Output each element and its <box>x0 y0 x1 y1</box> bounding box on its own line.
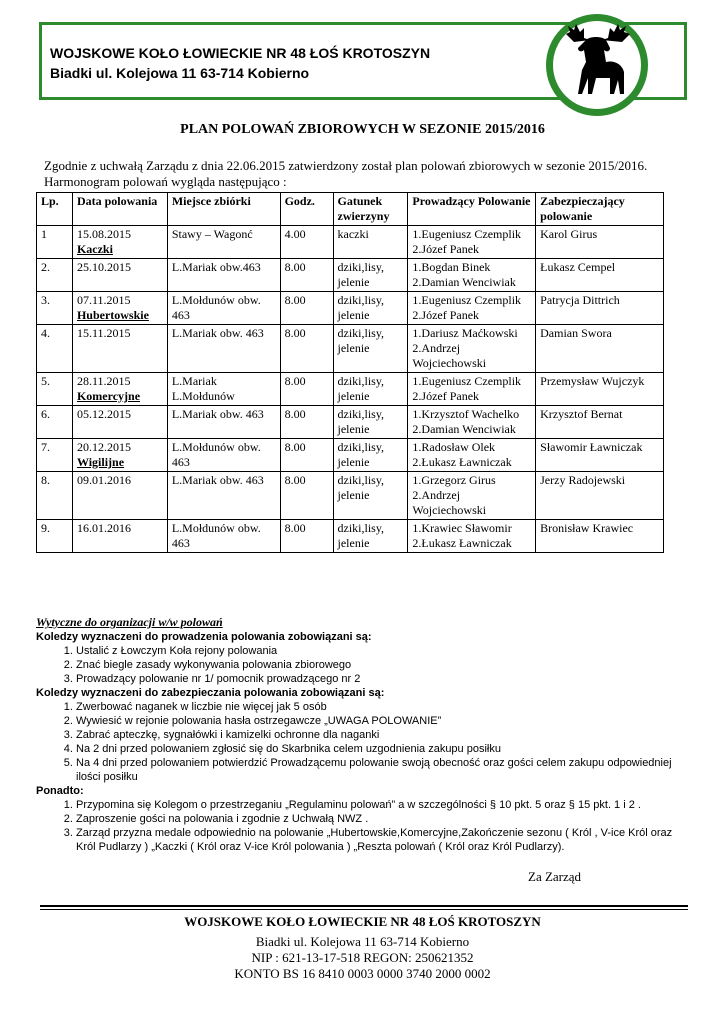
footer-account: KONTO BS 16 8410 0003 0000 3740 2000 0002 <box>234 966 491 981</box>
hunt-date: 20.12.2015 <box>76 440 131 454</box>
col-header-game: Gatunek zwierzyny <box>333 193 408 226</box>
cell-date <box>72 472 167 520</box>
cell-date <box>72 439 167 472</box>
hunt-date: 15.11.2015 <box>76 326 131 340</box>
list-item: 3. Prowadzący polowanie nr 1/ pomocnik prowadzącego nr 2 <box>76 672 686 686</box>
cell-date <box>72 406 167 439</box>
cell-lp: 7. <box>37 439 73 472</box>
col-header-leader: Prowadzący Polowanie <box>408 193 536 226</box>
cell-time: 8.00 <box>280 373 333 406</box>
list-item: 3. Zarząd przyzna medale odpowiednio na polowanie „Hubertowskie,Komercyjne,Zakończenie sezonu ( Król , V-ice Król oraz Król Pudlarzy ) „Kaczki ( Król oraz V-ice Król polowania ) „Reszta polowań ( Król oraz Król Pudlarzy). <box>76 826 686 854</box>
list-item: 1. Przypomina się Kolegom o przestrzeganiu „Regulaminu polowań” a w szczególności § 10 pkt. 5 oraz § 15 pkt. 1 i 2 . <box>76 798 686 812</box>
cell-security: Karol Girus <box>536 226 664 259</box>
cell-security: Patrycja Dittrich <box>536 292 664 325</box>
footer-address: Biadki ul. Kolejowa 11 63-714 Kobierno <box>255 934 470 949</box>
cell-lp: 1 <box>37 226 73 259</box>
table-row <box>37 259 664 292</box>
cell-place: L.Mariak obw.463 <box>167 259 280 292</box>
list-item: 2. Zaproszenie gości na polowania i zgodnie z Uchwałą NWZ . <box>76 812 686 826</box>
cell-leader: 1.Eugeniusz Czemplik 2.Józef Panek <box>408 373 536 406</box>
cell-leader: 1.Dariusz Maćkowski 2.Andrzej Wojciechowski <box>408 325 536 373</box>
footer-ids: NIP : 621-13-17-518 REGON: 250621352 <box>251 950 474 965</box>
cell-place: L.Mołdunów obw. 463 <box>167 520 280 553</box>
cell-lp: 8. <box>37 472 73 520</box>
list-item: 1. Ustalić z Łowczym Koła rejony polowania <box>76 644 686 658</box>
cell-time: 8.00 <box>280 520 333 553</box>
cell-lp: 5. <box>37 373 73 406</box>
hunt-name: Kaczki <box>76 242 113 256</box>
hunt-date: 15.08.2015 <box>76 227 131 241</box>
cell-lp: 6. <box>37 406 73 439</box>
footer-club-name: WOJSKOWE KOŁO ŁOWIECKIE NR 48 ŁOŚ KROTOSZYN <box>184 914 541 929</box>
hunt-date: 25.10.2015 <box>76 260 131 274</box>
cell-place: L.Mariak obw. 463 <box>167 325 280 373</box>
page-title: PLAN POLOWAŃ ZBIOROWYCH W SEZONIE 2015/2016 <box>180 122 545 137</box>
guidelines-section <box>36 615 686 854</box>
cell-leader: 1.Grzegorz Girus 2.Andrzej Wojciechowski <box>408 472 536 520</box>
col-header-place: Miejsce zbiórki <box>167 193 280 226</box>
cell-security: Łukasz Cempel <box>536 259 664 292</box>
cell-game: dziki,lisy, jelenie <box>333 325 408 373</box>
col-header-lp: Lp. <box>37 193 73 226</box>
cell-time: 8.00 <box>280 292 333 325</box>
table-row <box>37 226 664 259</box>
footer-divider <box>40 905 688 907</box>
cell-security: Przemysław Wujczyk <box>536 373 664 406</box>
security-heading: Koledzy wyznaczeni do zabezpieczania polowania zobowiązani są: <box>36 687 385 699</box>
hunt-date: 16.01.2016 <box>76 521 131 535</box>
cell-lp: 3. <box>37 292 73 325</box>
cell-time: 8.00 <box>280 472 333 520</box>
cell-place: L.Mariak obw. 463 <box>167 406 280 439</box>
signature: Za Zarząd <box>528 869 582 884</box>
cell-time: 4.00 <box>280 226 333 259</box>
table-row <box>37 325 664 373</box>
col-header-time: Godz. <box>280 193 333 226</box>
list-item: 1. Zwerbować naganek w liczbie nie więcej jak 5 osób <box>76 700 686 714</box>
cell-leader: 1.Eugeniusz Czemplik 2.Józef Panek <box>408 226 536 259</box>
cell-security: Sławomir Ławniczak <box>536 439 664 472</box>
cell-lp: 9. <box>37 520 73 553</box>
cell-game: dziki,lisy, jelenie <box>333 472 408 520</box>
cell-place: L.Mariak obw. 463 <box>167 472 280 520</box>
col-header-date: Data polowania <box>72 193 167 226</box>
cell-game: kaczki <box>333 226 408 259</box>
cell-leader: 1.Bogdan Binek 2.Damian Wenciwiak <box>408 259 536 292</box>
cell-date <box>72 226 167 259</box>
intro-text: Zgodnie z uchwałą Zarządu z dnia 22.06.2015 zatwierdzony został plan polowań zbiorowych w sezonie 2015/2016. Harmonogram polowań wygląda następująco : <box>44 158 648 189</box>
table-row <box>37 439 664 472</box>
cell-security: Jerzy Radojewski <box>536 472 664 520</box>
additionally-heading: Ponadto: <box>36 785 84 797</box>
cell-game: dziki,lisy, jelenie <box>333 439 408 472</box>
cell-leader: 1.Krawiec Sławomir 2.Łukasz Ławniczak <box>408 520 536 553</box>
hunt-date: 05.12.2015 <box>76 407 131 421</box>
cell-game: dziki,lisy, jelenie <box>333 259 408 292</box>
table-row <box>37 406 664 439</box>
leaders-heading: Koledzy wyznaczeni do prowadzenia polowania zobowiązani są: <box>36 631 372 643</box>
cell-leader: 1.Eugeniusz Czemplik 2.Józef Panek <box>408 292 536 325</box>
list-item: 4. Na 2 dni przed polowaniem zgłosić się do Skarbnika celem uzgodnienia zakupu posiłku <box>76 742 686 756</box>
list-item: 2. Wywiesić w rejonie polowania hasła ostrzegawcze „UWAGA POLOWANIE” <box>76 714 686 728</box>
cell-game: dziki,lisy, jelenie <box>333 373 408 406</box>
col-header-security: Zabezpieczający polowanie <box>536 193 664 226</box>
cell-place: L.Mołdunów obw. 463 <box>167 439 280 472</box>
table-header-row <box>37 193 664 226</box>
cell-time: 8.00 <box>280 325 333 373</box>
cell-game: dziki,lisy, jelenie <box>333 406 408 439</box>
table-row <box>37 472 664 520</box>
moose-icon <box>556 22 638 106</box>
cell-security: Krzysztof Bernat <box>536 406 664 439</box>
cell-date <box>72 373 167 406</box>
cell-time: 8.00 <box>280 406 333 439</box>
cell-date <box>72 520 167 553</box>
cell-time: 8.00 <box>280 259 333 292</box>
cell-lp: 4. <box>37 325 73 373</box>
table-row <box>37 292 664 325</box>
list-item: 3. Zabrać apteczkę, sygnałówki i kamizelki ochronne dla naganki <box>76 728 686 742</box>
cell-place: L.Mołdunów obw. 463 <box>167 292 280 325</box>
guidelines-heading: Wytyczne do organizacji w/w polowań <box>36 615 223 629</box>
hunt-name: Wigilijne <box>76 455 125 469</box>
hunt-date: 07.11.2015 <box>76 293 131 307</box>
cell-place: Stawy – Wagonć <box>167 226 280 259</box>
hunt-date: 09.01.2016 <box>76 473 131 487</box>
hunt-name: Komercyjne <box>76 389 141 403</box>
footer-divider-thin <box>40 909 688 910</box>
cell-date <box>72 292 167 325</box>
cell-game: dziki,lisy, jelenie <box>333 520 408 553</box>
cell-game: dziki,lisy, jelenie <box>333 292 408 325</box>
list-item: 5. Na 4 dni przed polowaniem potwierdzić Prowadzącemu polowanie swoją obecność oraz gości celem zakupu odpowiedniej ilości posiłku <box>76 756 686 784</box>
cell-time: 8.00 <box>280 439 333 472</box>
list-item: 2. Znać biegle zasady wykonywania polowania zbiorowego <box>76 658 686 672</box>
hunt-name: Hubertowskie <box>76 308 149 322</box>
cell-lp: 2. <box>37 259 73 292</box>
moose-logo <box>546 14 648 116</box>
cell-security: Damian Swora <box>536 325 664 373</box>
hunt-date: 28.11.2015 <box>76 374 131 388</box>
hunt-schedule-table <box>36 192 664 553</box>
cell-date <box>72 259 167 292</box>
cell-leader: 1.Radosław Olek 2.Łukasz Ławniczak <box>408 439 536 472</box>
cell-security: Bronisław Krawiec <box>536 520 664 553</box>
table-row <box>37 373 664 406</box>
table-row <box>37 520 664 553</box>
cell-date <box>72 325 167 373</box>
cell-place: L.Mariak L.Mołdunów <box>167 373 280 406</box>
cell-leader: 1.Krzysztof Wachelko 2.Damian Wenciwiak <box>408 406 536 439</box>
header-address: Biadki ul. Kolejowa 11 63-714 Kobierno <box>50 65 310 81</box>
header-club-name: WOJSKOWE KOŁO ŁOWIECKIE NR 48 ŁOŚ KROTOSZYN <box>50 45 431 61</box>
